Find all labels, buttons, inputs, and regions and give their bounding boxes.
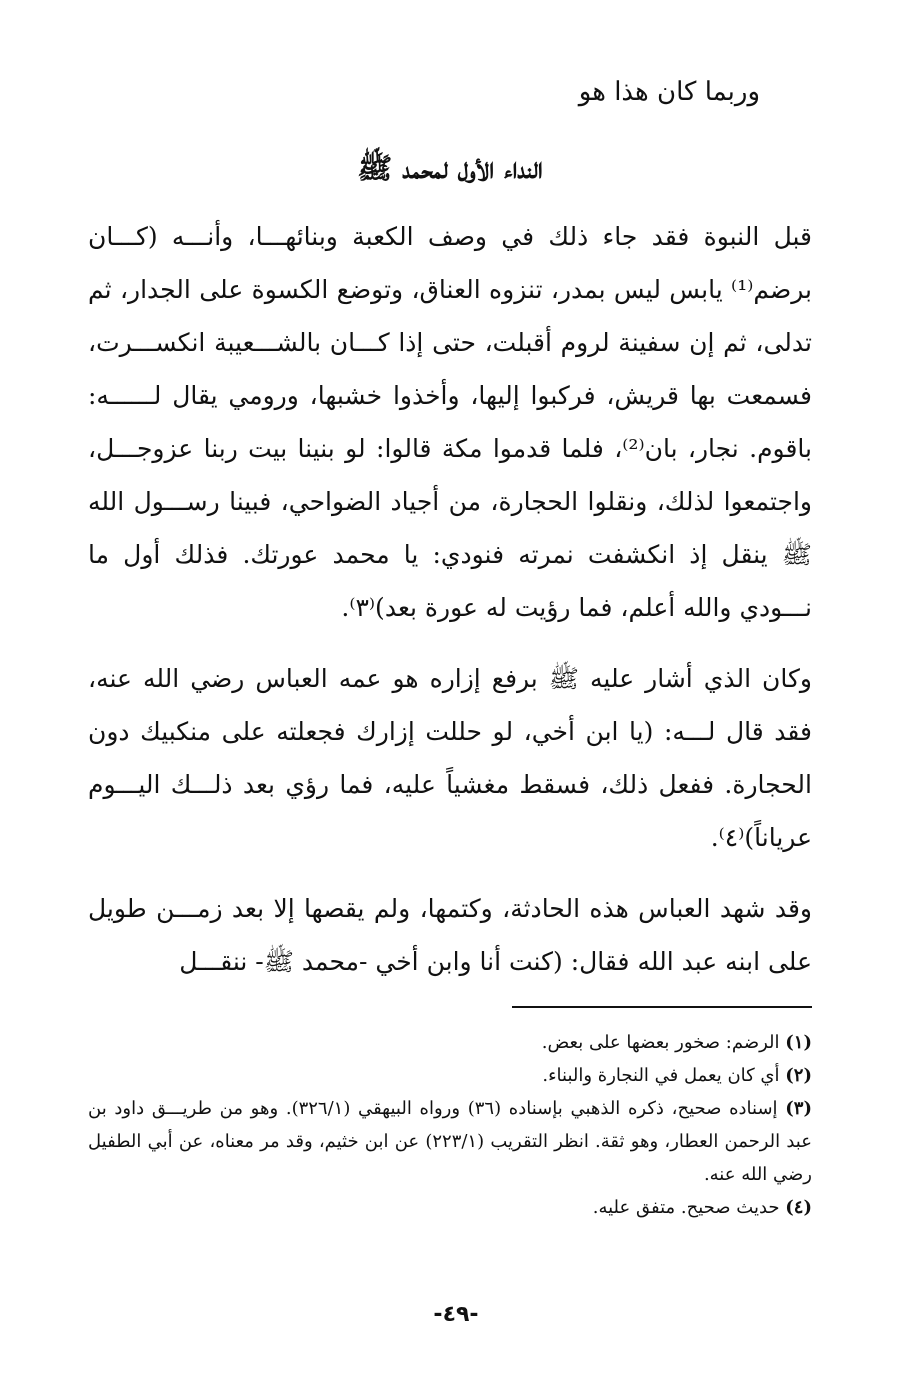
paragraph-2: وكان الذي أشار عليه ﷺ برفع إزاره هو عمه العباس رضي الله عنه، فقد قال لـــه: (يا ابن أخي، لو حللت إزارك فجعلته على منكبيك دون الحجارة. ففعل ذلك، فسقط مغشياً عليه، فما رؤي بعد ذلـــك اليـــوم عرياناً)⁽٤⁾. [88,664,812,852]
paragraph-3: وقد شهد العباس هذه الحادثة، وكتمها، ولم يقصها إلا بعد زمـــن طويل على ابنه عبد الله فقال: (كنت أنا وابن أخي -محمد ﷺ- ننقـــل [88,894,812,976]
footnotes [88,1026,812,1224]
footnote-number: (٣) [785,1098,812,1119]
footnote-text: حديث صحيح. متفق عليه. [592,1197,780,1218]
book-page [88,60,812,1360]
page-number: -٤٩- [433,1302,479,1327]
footnote-number: (٤) [785,1197,812,1218]
footnote-divider [512,1006,812,1008]
footnote-text: أي كان يعمل في النجارة والبناء. [542,1065,780,1086]
footnote-3 [88,1092,812,1191]
paragraph-1: قبل النبوة فقد جاء ذلك في وصف الكعبة وبنائهـــا، وأنـــه (كـــان برضم⁽¹⁾ يابس ليس بمدر، تنزوه العناق، وتوضع الكسوة على الجدار، ثم تدلى، ثم إن سفينة لروم أقبلت، حتى إذا كـــان بالشـــعيبة انكســـرت، فسمعت بها قريش، فركبوا إليها، وأخذوا خشبها، ورومي يقال لــــــه: باقوم. نجار، بان⁽²⁾، فلما قدموا مكة قالوا: لو بنينا بيت ربنا عزوجـــل، واجتمعوا لذلك، ونقلوا الحجارة، من أجياد الضواحي، فبينا رســـول الله ﷺ ينقل إذ انكشفت نمرته فنودي: يا محمد عورتك. فذلك أول ما نـــودي والله أعلم، فما رؤيت له عورة بعد)⁽٣⁾. [88,222,812,622]
section-title: النداء الأول لمحمد ﷺ [357,151,543,185]
footnote-1 [88,1026,812,1059]
footnote-2 [88,1059,812,1092]
lead-line: وربما كان هذا هو [578,77,760,107]
footnote-text: الرضم: صخور بعضها على بعض. [541,1032,780,1053]
footnote-number: (١) [785,1032,812,1053]
footnote-number: (٢) [785,1065,812,1086]
footnote-4 [88,1191,812,1224]
footnote-text: إسناده صحيح، ذكره الذهبي بإسناده (٣٦) ورواه البيهقي (٣٢٦/١). وهو من طريـــق داود بن عبد الرحمن العطار، وهو ثقة. انظر التقريب (٢٢٣/١) عن ابن خثيم، وقد مر معناه، عن أبي الطفيل رضي الله عنه. [88,1098,812,1185]
